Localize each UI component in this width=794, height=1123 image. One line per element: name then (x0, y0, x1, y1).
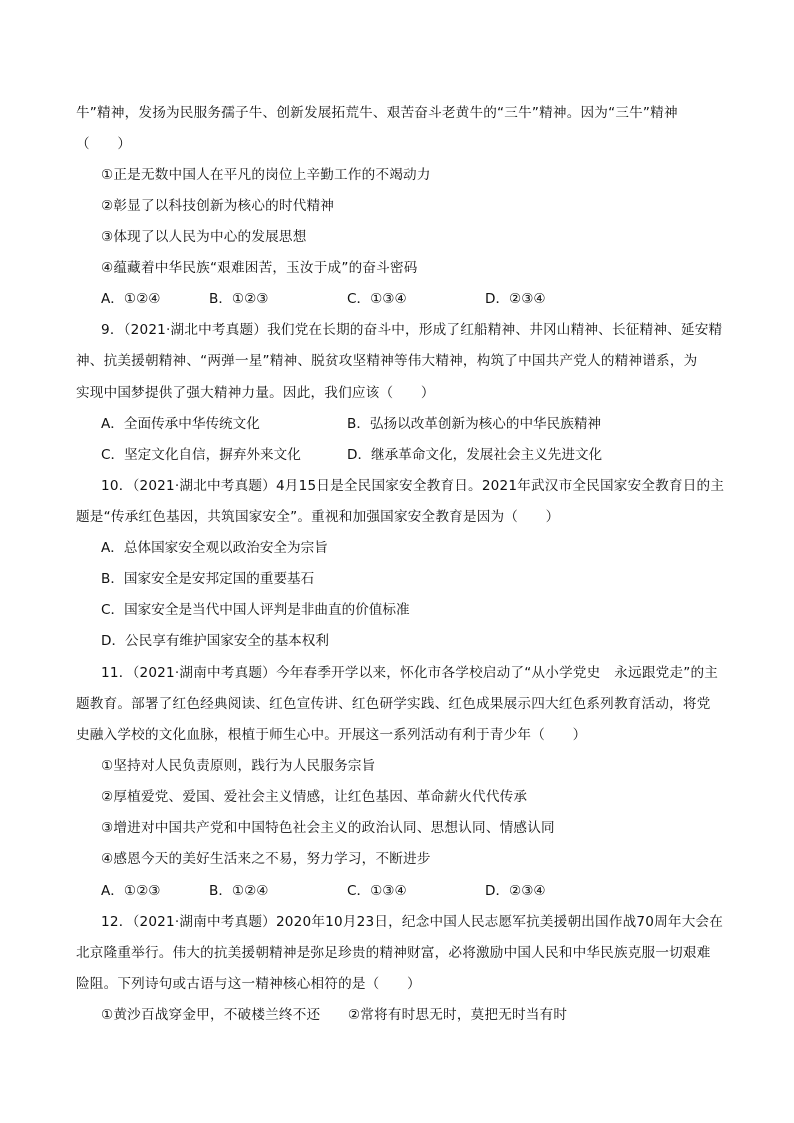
q11-option-c: C．①③④ (347, 883, 407, 899)
q8-item-1: ①正是无数中国人在平凡的岗位上辛勤工作的不竭动力 (101, 167, 431, 183)
q9-option-c: C．坚定文化自信，摒弃外来文化 (101, 447, 301, 463)
q8-option-d: D．②③④ (485, 291, 546, 307)
q11-item-1: ①坚持对人民负责原则，践行为人民服务宗旨 (101, 758, 376, 774)
q12-stem-line-1: 12．（2021·湖南中考真题）2020年10月23日，纪念中国人民志愿军抗美援朝出国作战70周年大会在 (101, 914, 724, 930)
q10-option-d: D．公民享有维护国家安全的基本权利 (101, 633, 329, 649)
q11-item-4: ④感恩今天的美好生活来之不易，努力学习，不断进步 (101, 851, 431, 867)
q9-option-b: B．弘扬以改革创新为核心的中华民族精神 (347, 416, 602, 432)
q11-stem-line-3: 史融入学校的文化血脉，根植于师生心中。开展这一系列活动有利于青少年（ ） (76, 727, 587, 743)
q8-stem-line-2: （ ） (76, 136, 132, 152)
q8-option-c: C．①③④ (347, 291, 407, 307)
q11-stem-line-1: 11．（2021·湖南中考真题）今年春季开学以来，怀化市各学校启动了“从小学党史 永远跟党走”的主 (101, 665, 719, 681)
q8-stem-line-1: 牛”精神，发扬为民服务孺子牛、创新发展拓荒牛、艰苦奋斗老黄牛的“三牛”精神。因为“三牛”精神 (76, 105, 678, 121)
q8-option-a: A．①②④ (101, 291, 161, 307)
q10-stem-line-1: 10．（2021·湖北中考真题）4月15日是全民国家安全教育日。2021年武汉市全民国家安全教育日的主 (101, 478, 725, 494)
q9-option-a: A．全面传承中华传统文化 (101, 416, 260, 432)
q11-item-3: ③增进对中国共产党和中国特色社会主义的政治认同、思想认同、情感认同 (101, 820, 555, 836)
q11-stem-line-2: 题教育。部署了红色经典阅读、红色宣传讲、红色研学实践、红色成果展示四大红色系列教育活动，将党 (76, 696, 711, 712)
q8-item-3: ③体现了以人民为中心的发展思想 (101, 229, 307, 245)
q9-stem-line-2: 神、抗美援朝精神、“两弹一星”精神、脱贫攻坚精神等伟大精神，构筑了中国共产党人的精神谱系，为 (76, 353, 698, 369)
q9-stem-line-3: 实现中国梦提供了强大精神力量。因此，我们应该（ ） (76, 385, 435, 401)
q8-item-2: ②彰显了以科技创新为核心的时代精神 (101, 198, 335, 214)
q11-item-2: ②厚植爱党、爱国、爱社会主义情感，让红色基因、革命薪火代代传承 (101, 789, 528, 805)
q12-items-line: ①黄沙百战穿金甲，不破楼兰终不还 ②常将有时思无时，莫把无时当有时 (101, 1007, 568, 1023)
q10-option-c: C．国家安全是当代中国人评判是非曲直的价值标准 (101, 602, 410, 618)
q11-option-a: A．①②③ (101, 883, 161, 899)
q9-option-d: D．继承革命文化，发展社会主义先进文化 (347, 447, 603, 463)
q12-stem-line-2: 北京隆重举行。伟大的抗美援朝精神是弥足珍贵的精神财富，必将激励中国人民和中华民族克服一切艰难 (76, 945, 711, 961)
q11-option-d: D．②③④ (485, 883, 546, 899)
q12-stem-line-3: 险阻。下列诗句或古语与这一精神核心相符的是（ ） (76, 976, 421, 992)
q11-option-b: B．①②④ (209, 883, 269, 899)
q9-stem-line-1: 9．（2021·湖北中考真题）我们党在长期的奋斗中，形成了红船精神、井冈山精神、长征精神、延安精 (101, 322, 723, 338)
q8-item-4: ④蕴藏着中华民族“艰难困苦，玉汝于成”的奋斗密码 (101, 260, 418, 276)
q10-option-b: B．国家安全是安邦定国的重要基石 (101, 571, 315, 587)
q8-option-b: B．①②③ (209, 291, 269, 307)
q10-stem-line-2: 题是“传承红色基因，共筑国家安全”。重视和加强国家安全教育是因为（ ） (76, 509, 560, 525)
q10-option-a: A．总体国家安全观以政治安全为宗旨 (101, 540, 328, 556)
